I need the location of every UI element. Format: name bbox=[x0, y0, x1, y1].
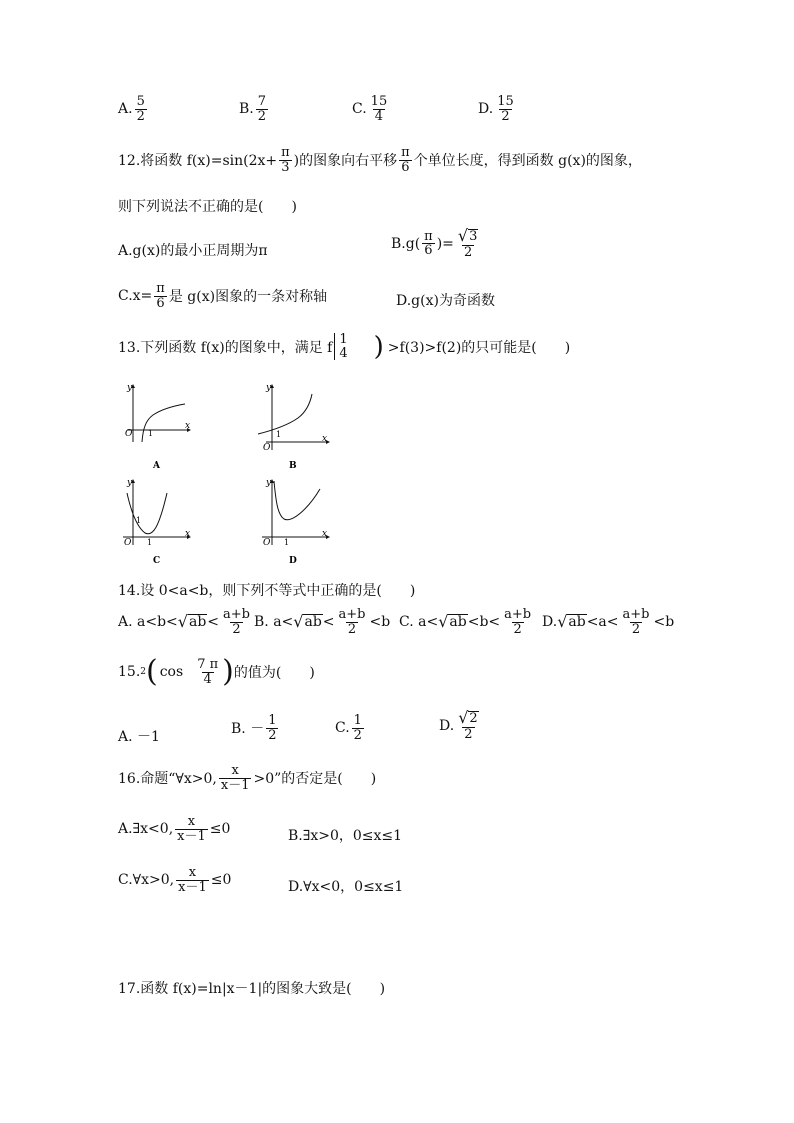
svg-text:1: 1 bbox=[276, 430, 282, 439]
svg-text:O: O bbox=[125, 429, 133, 439]
svg-text:1: 1 bbox=[136, 516, 142, 525]
q11-option-a: A. $\frac{5}{2}$ bbox=[118, 94, 145, 124]
q14-stem: 14.设 0<a<b，则下列不等式中正确的是( ) bbox=[118, 583, 416, 599]
svg-text:x: x bbox=[185, 529, 191, 539]
svg-text:x: x bbox=[322, 529, 328, 539]
q11-option-d: D. $\frac{15}{2}$ bbox=[478, 94, 514, 124]
q14-option-b: B. a< √ ab < $\frac{a+b}{2}$ <b bbox=[254, 607, 391, 637]
q13-graph-a bbox=[115, 380, 195, 472]
q12-option-a: A.g(x)的最小正周期为π bbox=[118, 243, 268, 259]
svg-text:y: y bbox=[266, 478, 272, 488]
q14-option-a: A. a<b< √ ab < $\frac{a+b}{2}$ bbox=[118, 607, 250, 637]
svg-text:1: 1 bbox=[284, 538, 290, 547]
svg-text:y: y bbox=[127, 478, 133, 488]
q16-option-a: A.∃x<0, $\frac{x}{x-1}$ ≤0 bbox=[118, 814, 231, 844]
q16-stem: 16.命题“∀x>0, $\frac{x}{x-1}$ >0”的否定是( ) bbox=[118, 763, 377, 793]
q12-option-b: B.g( $\frac{\pi}{6}$ )= √ 3 2 bbox=[391, 226, 478, 260]
q12-option-d: D.g(x)为奇函数 bbox=[396, 293, 495, 309]
svg-text:O: O bbox=[263, 443, 271, 453]
q12-stem: 12.将函数 f(x)=sin(2x+ $\frac{\pi}{3}$ )的图象向右平移 $\frac{\pi}{6}$ 个单位长度，得到函数 g(x)的图象， bbox=[118, 145, 642, 175]
svg-text:B: B bbox=[289, 461, 297, 471]
q15-option-d: D. √ 2 2 bbox=[439, 708, 478, 742]
q16-option-d: D.∀x<0，0≤x≤1 bbox=[288, 879, 404, 895]
q13-graph-d bbox=[254, 475, 334, 567]
q11-option-c: C. $\frac{15}{4}$ bbox=[352, 94, 388, 124]
q13-stem: 13.下列函数 f(x)的图象中，满足 f 1 4 ) >f(3)>f(2)的只可能是( ) bbox=[118, 331, 571, 362]
q17-stem: 17.函数 f(x)=ln|x－1|的图象大致是( ) bbox=[118, 981, 386, 997]
q12-option-c: C.x= $\frac{\pi}{6}$ 是 g(x)图象的一条对称轴 bbox=[118, 281, 328, 311]
svg-text:A: A bbox=[153, 461, 160, 471]
svg-text:1: 1 bbox=[148, 429, 154, 438]
q15-option-b: B. － $\frac{1}{2}$ bbox=[231, 713, 277, 743]
svg-text:x: x bbox=[322, 434, 328, 444]
svg-text:y: y bbox=[127, 383, 133, 393]
svg-text:x: x bbox=[185, 421, 191, 431]
q16-option-b: B.∃x>0，0≤x≤1 bbox=[288, 828, 403, 844]
svg-text:1: 1 bbox=[147, 538, 153, 547]
q14-option-d: D. √ ab <a< $\frac{a+b}{2}$ <b bbox=[542, 607, 675, 637]
q11-option-b: B. $\frac{7}{2}$ bbox=[239, 94, 267, 124]
q15-option-c: C. $\frac{1}{2}$ bbox=[335, 713, 362, 743]
svg-text:O: O bbox=[124, 538, 132, 548]
svg-text:D: D bbox=[289, 556, 297, 566]
svg-text:y: y bbox=[266, 383, 272, 393]
q15-option-a: A. －1 bbox=[118, 729, 160, 745]
svg-text:O: O bbox=[263, 538, 271, 548]
q15-stem: 15. 2 ( cos $\frac{7 \pi}{4}$ ) 的值为( ) bbox=[118, 654, 315, 689]
q13-graph-b bbox=[254, 380, 334, 472]
q16-option-c: C.∀x>0, $\frac{x}{x-1}$ ≤0 bbox=[118, 865, 232, 895]
q12-stem-line2: 则下列说法不正确的是( ) bbox=[118, 199, 297, 215]
q13-graph-c bbox=[115, 475, 195, 567]
svg-text:C: C bbox=[153, 556, 161, 566]
q14-option-c: C. a< √ ab <b< $\frac{a+b}{2}$ bbox=[399, 607, 532, 637]
